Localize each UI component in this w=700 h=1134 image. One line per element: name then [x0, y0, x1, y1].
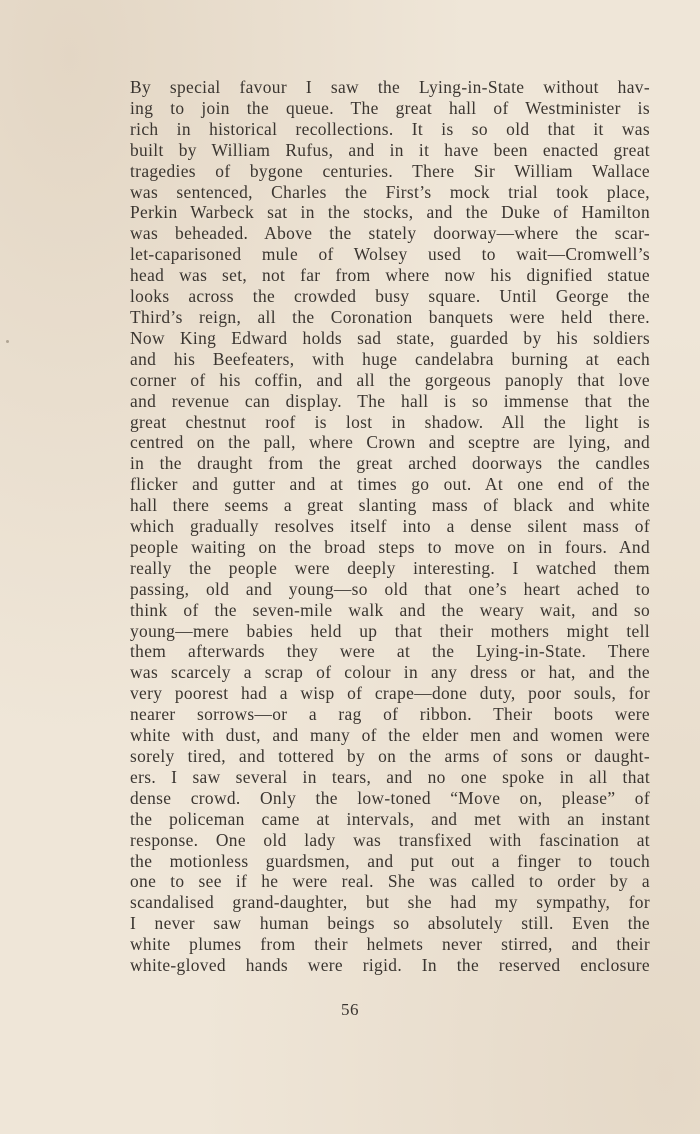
text-line: very poorest had a wisp of crape—done duty, poor souls, for: [130, 683, 650, 704]
text-line: was beheaded. Above the stately doorway—where the scar-: [130, 223, 650, 244]
text-line: nearer sorrows—or a rag of ribbon. Their boots were: [130, 704, 650, 725]
text-line: built by William Rufus, and in it have been enacted great: [130, 139, 650, 160]
text-line: great chestnut roof is lost in shadow. All the light is: [130, 411, 650, 432]
text-line: in the draught from the great arched doorways the candles: [130, 453, 650, 474]
text-line: think of the seven-mile walk and the weary wait, and so: [130, 599, 650, 620]
text-line: ers. I saw several in tears, and no one spoke in all that: [130, 766, 650, 787]
text-line: them afterwards they were at the Lying-in-State. There: [130, 641, 650, 662]
text-line: was scarcely a scrap of colour in any dress or hat, and the: [130, 662, 650, 683]
page-number: 56: [341, 1000, 359, 1019]
text-line: response. One old lady was transfixed with fascination at: [130, 829, 650, 850]
text-line: centred on the pall, where Crown and sceptre are lying, and: [130, 432, 650, 453]
text-line: which gradually resolves itself into a dense silent mass of: [130, 516, 650, 537]
text-line: I never saw human beings so absolutely still. Even the: [130, 913, 650, 934]
body-text: [130, 77, 650, 976]
text-line: Third’s reign, all the Coronation banquets were held there.: [130, 306, 650, 327]
text-line: white-gloved hands were rigid. In the reserved enclosure: [130, 955, 650, 976]
text-line: hall there seems a great slanting mass of black and white: [130, 495, 650, 516]
text-line: white with dust, and many of the elder men and women were: [130, 725, 650, 746]
text-line: ing to join the queue. The great hall of Westminister is: [130, 97, 650, 118]
text-line: By special favour I saw the Lying-in-State without hav-: [130, 77, 650, 97]
text-line: the policeman came at intervals, and met with an instant: [130, 808, 650, 829]
text-line: Perkin Warbeck sat in the stocks, and the Duke of Hamilton: [130, 202, 650, 223]
text-line: dense crowd. Only the low-toned “Move on, please” of: [130, 787, 650, 808]
text-line: tragedies of bygone centuries. There Sir William Wallace: [130, 160, 650, 181]
text-line: passing, old and young—so old that one’s heart ached to: [130, 578, 650, 599]
text-line: really the people were deeply interesting. I watched them: [130, 557, 650, 578]
text-line: scandalised grand-daughter, but she had my sympathy, for: [130, 892, 650, 913]
text-line: rich in historical recollections. It is so old that it was: [130, 118, 650, 139]
text-line: sorely tired, and tottered by on the arms of sons or daught-: [130, 746, 650, 766]
text-line: people waiting on the broad steps to move on in fours. And: [130, 536, 650, 557]
text-line: and revenue can display. The hall is so immense that the: [130, 390, 650, 411]
text-line: looks across the crowded busy square. Until George the: [130, 286, 650, 307]
text-line: flicker and gutter and at times go out. At one end of the: [130, 474, 650, 495]
page-speck: [6, 340, 9, 343]
text-line: the motionless guardsmen, and put out a finger to touch: [130, 850, 650, 871]
text-line: young—mere babies held up that their mothers might tell: [130, 620, 650, 641]
text-line: let-caparisoned mule of Wolsey used to wait—Cromwell’s: [130, 244, 650, 265]
text-line: was sentenced, Charles the First’s mock trial took place,: [130, 181, 650, 202]
text-line: and his Beefeaters, with huge candelabra burning at each: [130, 348, 650, 369]
text-line: corner of his coffin, and all the gorgeous panoply that love: [130, 369, 650, 390]
text-line: head was set, not far from where now his dignified statue: [130, 265, 650, 286]
text-line: one to see if he were real. She was called to order by a: [130, 871, 650, 892]
text-line: white plumes from their helmets never stirred, and their: [130, 934, 650, 955]
text-line: Now King Edward holds sad state, guarded by his soldiers: [130, 327, 650, 348]
